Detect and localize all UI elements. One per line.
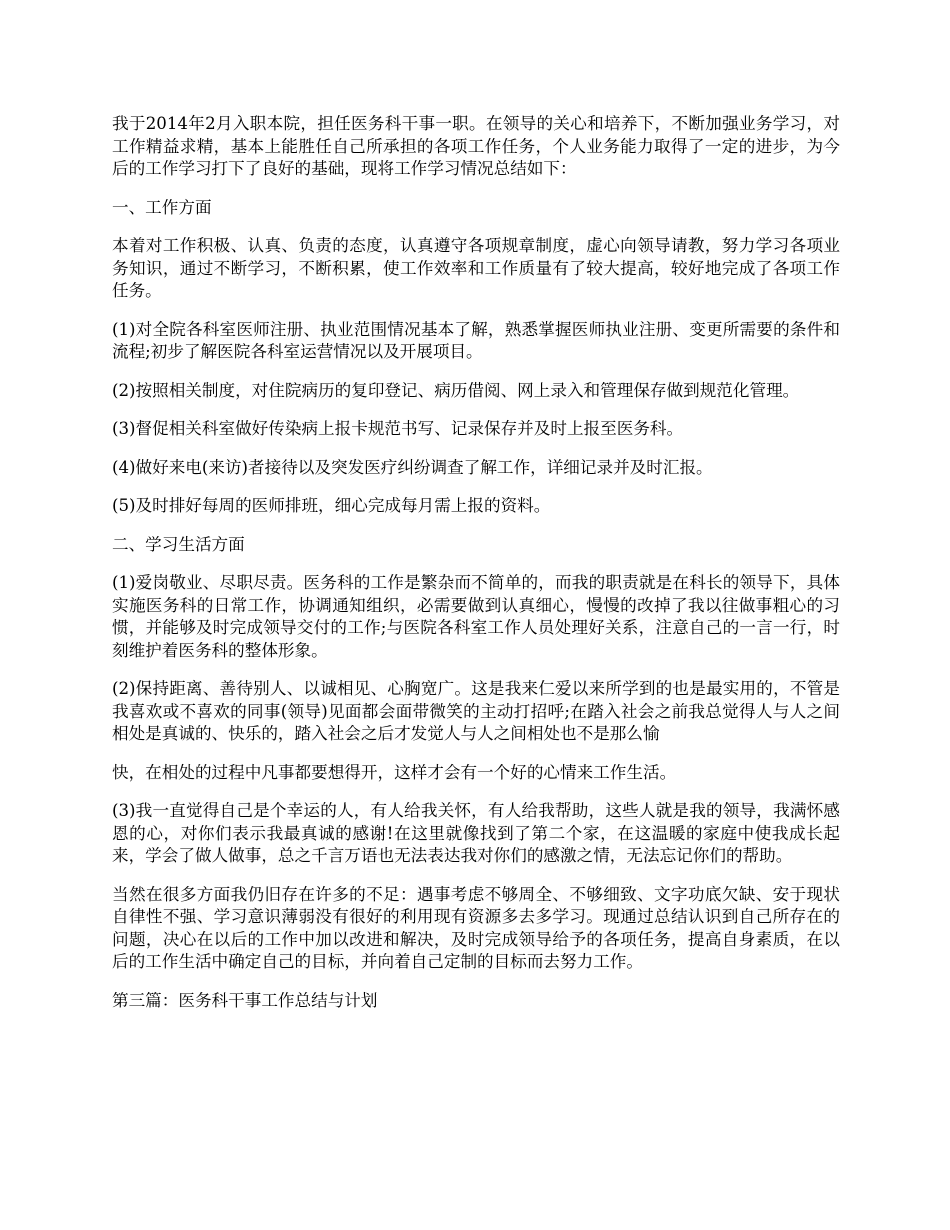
study-item-2: (2)保持距离、善待别人、以诚相见、心胸宽广。这是我来仁爱以来所学到的也是最实用的，不管是我喜欢或不喜欢的同事(领导)见面都会面带微笑的主动打招呼;在踏入社会之前我总觉得人与人之间相处是真诚的、快乐的，踏入社会之后才发觉人与人之间相处也不是那么愉	[112, 679, 840, 743]
document-body	[112, 113, 840, 1028]
section-heading-study-life: 二、学习生活方面	[112, 534, 245, 554]
study-item-3: (3)我一直觉得自己是个幸运的人，有人给我关怀，有人给我帮助，这些人就是我的领导，我满怀感恩的心，对你们表示我最真诚的感谢!在这里就像找到了第二个家，在这温暖的家庭中使我成长起来，学会了做人做事，总之千言万语也无法表达我对你们的感激之情，无法忘记你们的帮助。	[112, 801, 840, 865]
study-item-2-continued: 快，在相处的过程中凡事都要想得开，这样才会有一个好的心情来工作生活。	[112, 762, 677, 782]
work-item-2: (2)按照相关制度，对住院病历的复印登记、病历借阅、网上录入和管理保存做到规范化管理。	[112, 380, 800, 400]
work-item-5: (5)及时排好每周的医师排班，细心完成每月需上报的资料。	[112, 496, 551, 515]
study-item-1: (1)爱岗敬业、尽职尽责。医务科的工作是繁杂而不简单的，而我的职责就是在科长的领导下，具体实施医务科的日常工作，协调通知组织，必需要做到认真细心，慢慢的改掉了我以往做事粗心的习惯，并能够及时完成领导交付的工作;与医院各科室工作人员处理好关系，注意自己的一言一行，时刻维护着医务科的整体形象。	[112, 573, 840, 660]
work-item-3: (3)督促相关科室做好传染病上报卡规范书写、记录保存并及时上报至医务科。	[112, 419, 684, 438]
work-item-1: (1)对全院各科室医师注册、执业范围情况基本了解，熟悉掌握医师执业注册、变更所需要的条件和流程;初步了解医院各科室运营情况以及开展项目。	[112, 319, 840, 361]
next-article-title: 第三篇：医务科干事工作总结与计划	[112, 990, 378, 1010]
shortcomings-paragraph: 当然在很多方面我仍旧存在许多的不足：遇事考虑不够周全、不够细致、文字功底欠缺、安于现状自律性不强、学习意识薄弱没有很好的利用现有资源多去多学习。现通过总结认识到自己所存在的问题，决心在以后的工作中加以改进和解决，及时完成领导给予的各项任务，提高自身素质，在以后的工作生活中确定自己的目标，并向着自己定制的目标而去努力工作。	[112, 884, 840, 971]
work-summary-paragraph: 本着对工作积极、认真、负责的态度，认真遵守各项规章制度，虚心向领导请教，努力学习各项业务知识，通过不断学习，不断积累，使工作效率和工作质量有了较大提高，较好地完成了各项工作任务。	[112, 236, 840, 300]
section-heading-work: 一、工作方面	[112, 197, 212, 217]
intro-paragraph: 我于2014年2月入职本院，担任医务科干事一职。在领导的关心和培养下，不断加强业务学习，对工作精益求精，基本上能胜任自己所承担的各项工作任务，个人业务能力取得了一定的进步，为今后的工作学习打下了良好的基础，现将工作学习情况总结如下：	[112, 114, 840, 178]
work-item-4: (4)做好来电(来访)者接待以及突发医疗纠纷调查了解工作，详细记录并及时汇报。	[112, 457, 713, 477]
